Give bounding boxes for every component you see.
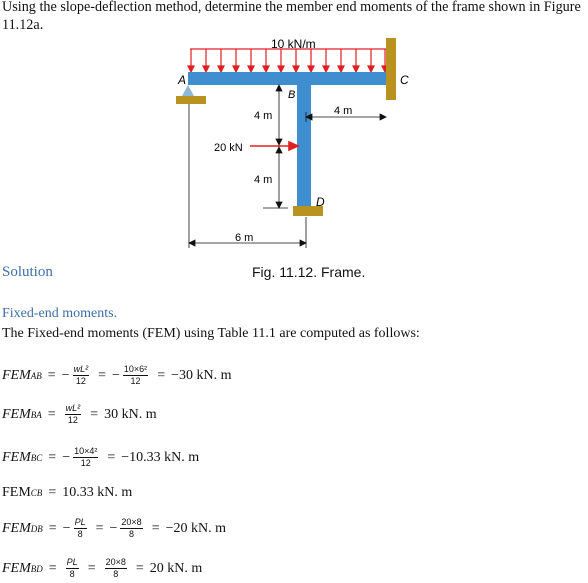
solution-heading: Solution [2, 264, 53, 280]
fraction: $\frac{\text{10×6²}}{12}$ [123, 364, 148, 386]
column-bd [297, 72, 311, 208]
beam-abc [188, 72, 388, 85]
equation-fem-bc: FEM BC = − $\frac{\text{10×4²}}{12}$ = −10.33 kN. m [2, 446, 200, 468]
node-c-label: C [400, 73, 409, 87]
dim-bc-label: 4 m [334, 105, 353, 117]
equation-fem-db: FEM DB = − $\frac{PL}{8}$ = − $\frac{20\times 8}{8}$ = −20 kN. m [2, 517, 226, 539]
node-a-label: A [178, 73, 187, 87]
problem-statement: Using the slope-deflection method, determine the member end moments of the frame shown in Figure 11.12a. [2, 0, 581, 33]
fraction: $\frac{20\times 8}{8}$ [121, 517, 142, 539]
equation-fem-cb: FEM CB = 10.33 kN. m [2, 485, 133, 500]
point-load-arrow [250, 142, 298, 150]
pin-base-a [176, 96, 206, 104]
fraction: $\frac{\text{10×4²}}{12}$ [74, 446, 98, 468]
fem-intro: The Fixed-end moments (FEM) using Table 11.1 are computed as follows: [2, 326, 420, 341]
equation-fem-bd: FEM BD = $\frac{PL}{8}$ = $\frac{20\times 8}{8}$ = 20 kN. m [2, 557, 203, 579]
fixed-support-c [386, 38, 396, 100]
equation-fem-ab: FEM AB = − $\frac{\text{wL²}}{12}$ = − $\frac{\text{10×6²}}{12}$ = −30 kN. m [2, 364, 232, 386]
dim-upper-label: 4 m [254, 110, 273, 122]
fraction: $\frac{\text{wL²}}{12}$ [73, 364, 89, 386]
fraction: $\frac{PL}{8}$ [66, 557, 78, 579]
distributed-load-arrows [188, 49, 388, 72]
frame-figure [0, 0, 588, 262]
equation-fem-ba: FEM BA = $\frac{\text{wL²}}{12}$ = 30 kN. m [2, 403, 157, 425]
fem-heading: Fixed-end moments. [2, 306, 118, 321]
fraction: $\frac{20\times 8}{8}$ [105, 557, 126, 579]
dim-ab-label: 6 m [235, 232, 254, 244]
point-load-label: 20 kN [214, 142, 243, 154]
load-label: 10 kN/m [271, 37, 316, 51]
fraction: $\frac{\text{wL²}}{12}$ [65, 403, 81, 425]
figure-caption: Fig. 11.12. Frame. [252, 264, 366, 280]
fraction: $\frac{PL}{8}$ [74, 517, 86, 539]
node-b-label: B [288, 89, 296, 101]
dim-ab-line [189, 104, 306, 248]
node-d-label: D [316, 195, 325, 209]
dim-lower-label: 4 m [254, 174, 273, 186]
